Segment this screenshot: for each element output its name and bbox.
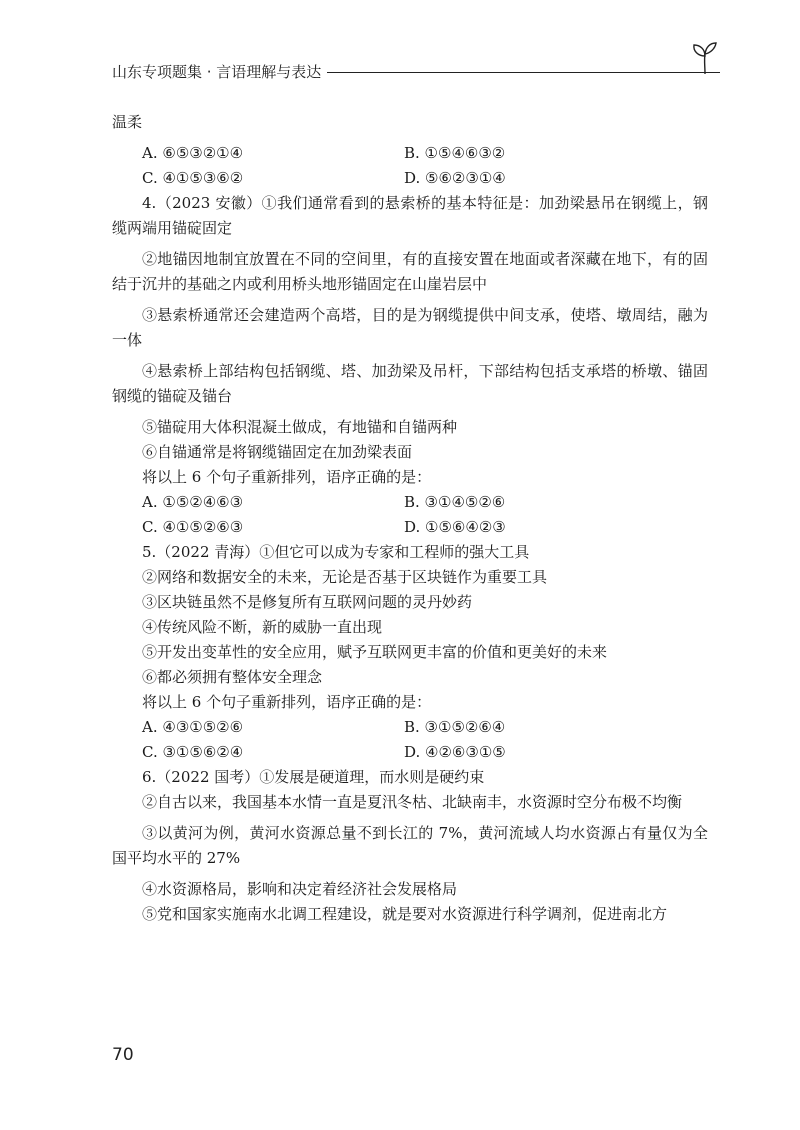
continuation-word: 温柔 [112, 113, 143, 131]
q4-sentence-3: ③悬索桥通常还会建造两个高塔，目的是为钢缆提供中间支承，使塔、墩周结，融为一体 [112, 306, 708, 349]
option-c: C. ③①⑤⑥②④ [142, 743, 244, 761]
q5-prompt: 将以上 6 个句子重新排列，语序正确的是： [142, 693, 432, 711]
q6-sentence-1: 6.（2022 国考）①发展是硬道理，而水则是硬约束 [142, 768, 485, 786]
q5-sentence-6: ⑥都必须拥有整体安全理念 [142, 668, 323, 686]
option-d: D. ④②⑥③①⑤ [404, 743, 506, 761]
option-c: C. ④①⑤②⑥③ [142, 518, 244, 536]
option-b: B. ①⑤④⑥③② [404, 144, 506, 162]
header-title: 山东专项题集 · 言语理解与表达 [112, 62, 322, 81]
q6-sentence-3: ③以黄河为例，黄河水资源总量不到长江的 7%，黄河流域人均水资源占有量仅为全国平均水平的 27% [112, 824, 708, 867]
q6-sentence-5: ⑤党和国家实施南水北调工程建设，就是要对水资源进行科学调剂，促进南北方 [142, 905, 668, 923]
q5-sentence-5: ⑤开发出变革性的安全应用，赋予互联网更丰富的价值和更美好的未来 [142, 643, 608, 661]
q4-sentence-2: ②地锚因地制宜放置在不同的空间里，有的直接安置在地面或者深藏在地下，有的固结于沉井的基础之内或利用桥头地形锚固定在山崖岩层中 [112, 250, 708, 293]
q5-sentence-3: ③区块链虽然不是修复所有互联网问题的灵丹妙药 [142, 593, 473, 611]
options-q5 [112, 715, 708, 765]
option-a: A. ④③①⑤②⑥ [142, 718, 244, 736]
options-q4 [112, 490, 708, 540]
q6-sentence-4: ④水资源格局，影响和决定着经济社会发展格局 [142, 880, 458, 898]
header-rule [327, 72, 720, 73]
page-number: 70 [112, 1045, 134, 1065]
q5-sentence-2: ②网络和数据安全的未来，无论是否基于区块链作为重要工具 [142, 568, 548, 586]
q5-sentence-4: ④传统风险不断，新的威胁一直出现 [142, 618, 383, 636]
q5-sentence-1: 5.（2022 青海）①但它可以成为专家和工程师的强大工具 [142, 543, 530, 561]
q4-prompt: 将以上 6 个句子重新排列，语序正确的是： [142, 468, 432, 486]
q4-sentence-6: ⑥自锚通常是将钢缆锚固定在加劲梁表面 [142, 443, 413, 461]
options-q3 [112, 141, 708, 191]
q4-sentence-1: 4.（2023 安徽）①我们通常看到的悬索桥的基本特征是：加劲梁悬吊在钢缆上，钢缆两端用锚碇固定 [112, 194, 708, 237]
q4-sentence-4: ④悬索桥上部结构包括钢缆、塔、加劲梁及吊杆，下部结构包括支承塔的桥墩、锚固钢缆的锚碇及锚台 [112, 362, 708, 405]
sprout-icon [690, 40, 720, 76]
page-content [112, 110, 708, 927]
option-c: C. ④①⑤③⑥② [142, 169, 244, 187]
option-a: A. ①⑤②④⑥③ [142, 493, 244, 511]
q6-sentence-2: ②自古以来，我国基本水情一直是夏汛冬枯、北缺南丰，水资源时空分布极不均衡 [142, 793, 683, 811]
option-b: B. ③①⑤②⑥④ [404, 718, 506, 736]
q4-sentence-5: ⑤锚碇用大体积混凝土做成，有地锚和自锚两种 [142, 418, 458, 436]
option-d: D. ①⑤⑥④②③ [404, 518, 506, 536]
running-header [112, 58, 720, 84]
option-a: A. ⑥⑤③②①④ [142, 144, 244, 162]
option-d: D. ⑤⑥②③①④ [404, 169, 506, 187]
option-b: B. ③①④⑤②⑥ [404, 493, 506, 511]
